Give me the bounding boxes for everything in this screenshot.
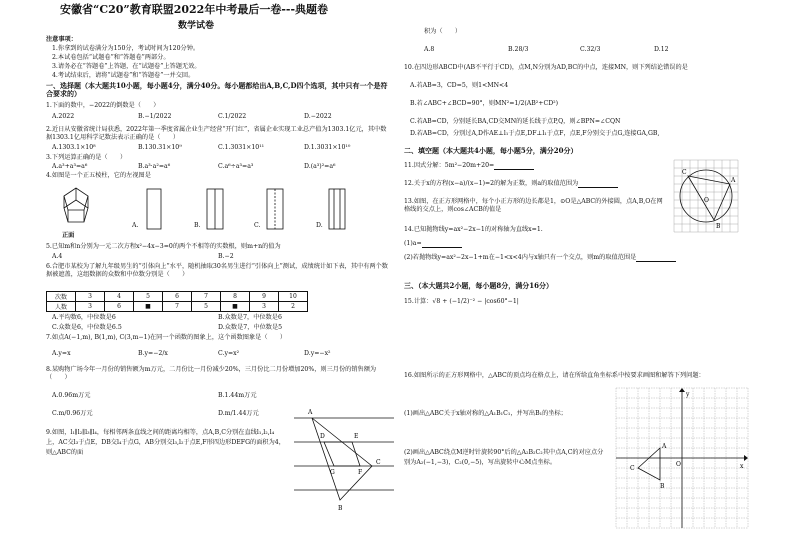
origin-label: O (676, 461, 681, 468)
fig-label: B (660, 483, 665, 490)
q9-option-c: C.32/3 (580, 46, 601, 53)
notice-item: 4.考试结束后，请将“试题卷”和“答题卷”一并交回。 (52, 72, 195, 79)
fig-label: B (716, 223, 721, 230)
fig-label: C (682, 169, 687, 176)
q16-stem: 16.如图所示的正方形网格中，△ABC的顶点均在格点上，请在所给直角坐标系中按要求画图和解答下列问题： (404, 372, 705, 379)
q8-option-c: C.m/0.96万元 (52, 410, 93, 417)
q8-option-b: B.1.44m万元 (218, 392, 257, 399)
table-cell: ■ (221, 302, 250, 312)
q9-option-d: D.12 (654, 46, 669, 53)
fig-label: C (376, 459, 381, 466)
q14-part1-text: (1)a= (404, 240, 422, 247)
axis-label: y (686, 391, 690, 398)
q5-option-a: A.4 (52, 253, 63, 260)
q3-option-c: C.a⁶÷a³=a³ (218, 163, 254, 170)
q1-option-d: D.−2022 (304, 113, 332, 120)
q2-option-d: D.1.3031×10¹⁰ (304, 144, 351, 151)
q4-option-d-figure (328, 188, 346, 230)
section3-title: 三、（本大题共2小题，每小题8分，满分16分） (404, 281, 553, 290)
q2-option-c: C.1.3031×10¹¹ (218, 144, 265, 151)
q1-option-a: A.2022 (52, 113, 75, 120)
section1-title: 一、选择题（本大题共10小题，每小题4分，满分40分。每小题都给出A,B,C,D四个选项，其中只有一个是符合要求的） (46, 81, 388, 98)
q14-part2-blank[interactable] (636, 255, 676, 262)
q10-option-c: C.若AB=CD，分别延长BA,CD交MN的延长线于点P,Q，则∠BPN=∠CQN (410, 118, 621, 125)
front-label: 正面 (62, 232, 75, 239)
fig-label: D (320, 433, 325, 440)
q8-option-d: D.m/1.44万元 (218, 410, 259, 417)
q5-stem: 5.已知m和n分别为一元二次方程x²−4x−3=0的两个不相等的实数根，则m+n的值为 (46, 243, 281, 250)
fig-label: B (338, 505, 343, 512)
q12-answer-blank[interactable] (578, 181, 618, 188)
q6-option-c: C.众数是6，中位数是6.5 (52, 324, 122, 331)
q4-option-c-figure (266, 188, 284, 230)
q1-option-b: B.−1/2022 (138, 113, 172, 120)
q7-option-b: B.y=−2/x (138, 350, 168, 357)
table-cell: 6 (105, 302, 134, 312)
fig-label: E (354, 433, 359, 440)
q8-option-a: A.0.96m万元 (52, 392, 91, 399)
q8-stem: 8.某购物广场今年一月份的销售额为m万元，二月份比一月份减少20%，三月份比二月份增加20%，则三月份的销售额为（ ） (46, 366, 377, 381)
q14-part2 (404, 254, 676, 262)
q4-option-b: B. (194, 222, 201, 229)
table-cell: 7 (163, 302, 192, 312)
table-cell: 10 (279, 292, 308, 302)
q4-option-c: C. (254, 222, 261, 229)
q7-option-a: A.y=x (52, 350, 71, 357)
table-cell: 4 (105, 292, 134, 302)
q7-option-d: D.y=−x² (304, 350, 331, 357)
q14-part1 (404, 240, 462, 248)
q3-stem: 3.下列运算正确的是（ ） (46, 154, 127, 161)
q7-stem: 7.如点A(−1,m), B(1,m), C(3,m−1)在同一个函数的图象上，这个函数图象是（ ） (46, 334, 287, 341)
q15-stem: 15.计算：√8 + (−1/2)⁻² − |cos60°−1| (404, 298, 519, 305)
notice-item: 2.本试卷包括“试题卷”和“答题卷”两部分。 (52, 54, 170, 61)
notice-head: 注意事项： (46, 36, 77, 43)
q16-part2: (2)画出△ABC绕点M逆时针旋转90°后的△A₂B₂C₂其中点A,C的对应点分别为A₂(−1,−3)，C₂(0,−5)，写出旋转中心M点坐标。 (404, 449, 604, 466)
table-cell: 2 (279, 302, 308, 312)
fig-label: G (330, 469, 335, 476)
q4-option-a: A. (132, 222, 139, 229)
table-cell: 5 (134, 292, 163, 302)
exam-subtitle: 数学试卷 (178, 21, 215, 31)
fig-label: C (630, 465, 635, 472)
fig-label: F (358, 469, 363, 476)
table-cell: 3 (76, 302, 105, 312)
q10-option-a: A.若AB=3，CD=5，则1<MN<4 (410, 82, 509, 89)
q2-option-b: B.130.31×10⁹ (138, 144, 182, 151)
table-cell: ■ (134, 302, 163, 312)
notice-item: 1.你拿到的试卷满分为150分，考试时间为120分钟。 (52, 45, 200, 52)
fig-label: A (731, 177, 736, 184)
q9-stem: 9.如图，l₁∥l₂∥l₃∥l₄，每相邻两条直线之间的距离均相等，点A,B,C分别在直线l₁,l₂,l₄上，AC交l₃于点E，DB交l₄于点G，AB分别交l₃,l₂于点E,F形四边形DEFG的面积为4，则△ABC的面 (46, 429, 285, 456)
q14-part2-text: (2)若抛物线y=ax²−2x−1+m在−1<x<4内与x轴只有一个交点，则m的取值范围是 (404, 254, 637, 261)
fig-label: A (308, 409, 313, 416)
q6-option-a: A.平均数6，中位数是6 (52, 314, 116, 321)
q6-stem: 6.合肥市某校为了解九年级男生的“引体向上”水平，随机抽取30名男生进行“引体向上”测试，成绩统计如下表，其中有两个数据被遮盖，这组数据的众数和中位数分别是（ ） (46, 263, 388, 278)
q10-option-b: B.若∠ABC+∠BCD=90°，则MN²=1/2(AB²+CD²) (410, 100, 559, 107)
parallel-lines-figure (294, 404, 394, 514)
table-cell: 次数 (47, 292, 76, 302)
q7-option-c: C.y=x² (218, 350, 240, 357)
score-table (46, 291, 308, 312)
fig-label: O (704, 197, 709, 204)
table-cell: 人数 (47, 302, 76, 312)
q3-option-b: B.a³·a²=a⁶ (138, 163, 171, 170)
q6-option-b: B.众数是7，中位数是6 (218, 314, 282, 321)
q3-option-a: A.a³+a³=a⁶ (52, 163, 88, 170)
q4-option-b-figure (206, 188, 224, 230)
q10-option-d: D.若AB=CD，分别过A,D作AE⊥l₁于点E,DF⊥l₁于点F，点E,F分别交于点G,连接GA,GB, (410, 130, 660, 137)
q9-continued: 积为（ ） (424, 28, 462, 35)
q11-answer-blank[interactable] (494, 163, 534, 170)
table-cell: 9 (250, 292, 279, 302)
fig-label: A (662, 443, 667, 450)
circle-grid-figure (674, 160, 738, 232)
q2-stem: 2.近日从安徽省统计局获悉，2022年第一季度省属企业生产经营“开门红”，省属企业实现工业总产值为1303.1亿元，其中数据1303.1亿用科学记数法表示正确的是（ ） (46, 126, 387, 141)
q1-stem: 1.下面的数中，−2022的倒数是（ ） (46, 102, 160, 109)
q11-stem (404, 162, 534, 170)
notice-item: 3.请务必在“答题卷”上答题，在“试题卷”上答题无效。 (52, 63, 201, 70)
table-row (47, 292, 308, 302)
q12-text: 12.关于x的方程(x−a)/(x−1)=2的解为正数，则a的取值范围为 (404, 180, 579, 187)
q14-stem: 14.已知抛物线y=ax²−2x−1的对称轴为直线x=1. (404, 226, 543, 233)
exam-title: 安徽省“C20”教育联盟2022年中考最后一卷---典题卷 (60, 3, 329, 16)
q4-option-d: D. (316, 222, 323, 229)
q10-stem: 10.在四边形ABCD中(AB不平行于CD)，点M,N分别为AD,BC的中点，连接MN，则下列结论错误的是 (404, 64, 688, 71)
table-cell: 7 (192, 292, 221, 302)
table-cell: 3 (76, 292, 105, 302)
q14-part1-blank[interactable] (422, 241, 462, 248)
q12-stem (404, 180, 618, 188)
q1-option-c: C.1/2022 (218, 113, 247, 120)
q9-option-a: A.8 (424, 46, 435, 53)
q2-option-a: A.1303.1×10⁸ (52, 144, 96, 151)
pentagonal-prism-figure (54, 186, 98, 230)
q4-option-a-figure (146, 188, 162, 230)
q9-option-b: B.28/3 (508, 46, 529, 53)
section2-title: 二、填空题（本大题共4小题，每小题5分，满分20分） (404, 146, 578, 155)
table-cell: 3 (250, 302, 279, 312)
table-row (47, 302, 308, 312)
q4-stem: 4.如图是一个正五棱柱，它的左视图是 (46, 172, 151, 179)
table-cell: 8 (221, 292, 250, 302)
q5-option-b: B.−2 (218, 253, 234, 260)
q6-option-d: D.众数是7，中位数是5 (218, 324, 283, 331)
table-cell: 6 (163, 292, 192, 302)
coordinate-grid-figure (616, 388, 748, 528)
axis-label: x (740, 463, 744, 470)
q16-part1: (1)画出△ABC关于x轴对称的△A₁B₁C₁，并写出B₁的坐标； (404, 410, 567, 417)
q11-text: 11.因式分解：5m²−20m+20= (404, 162, 495, 169)
q3-option-d: D.(a³)²=a⁶ (304, 163, 336, 170)
q13-stem: 13.如图，在正方形网格中，每个小正方形的边长都是1，⊙O是△ABC的外接圆，点A,B,O在网格线的交点上，则cos∠ACB的值是 (404, 198, 663, 213)
table-cell: 5 (192, 302, 221, 312)
